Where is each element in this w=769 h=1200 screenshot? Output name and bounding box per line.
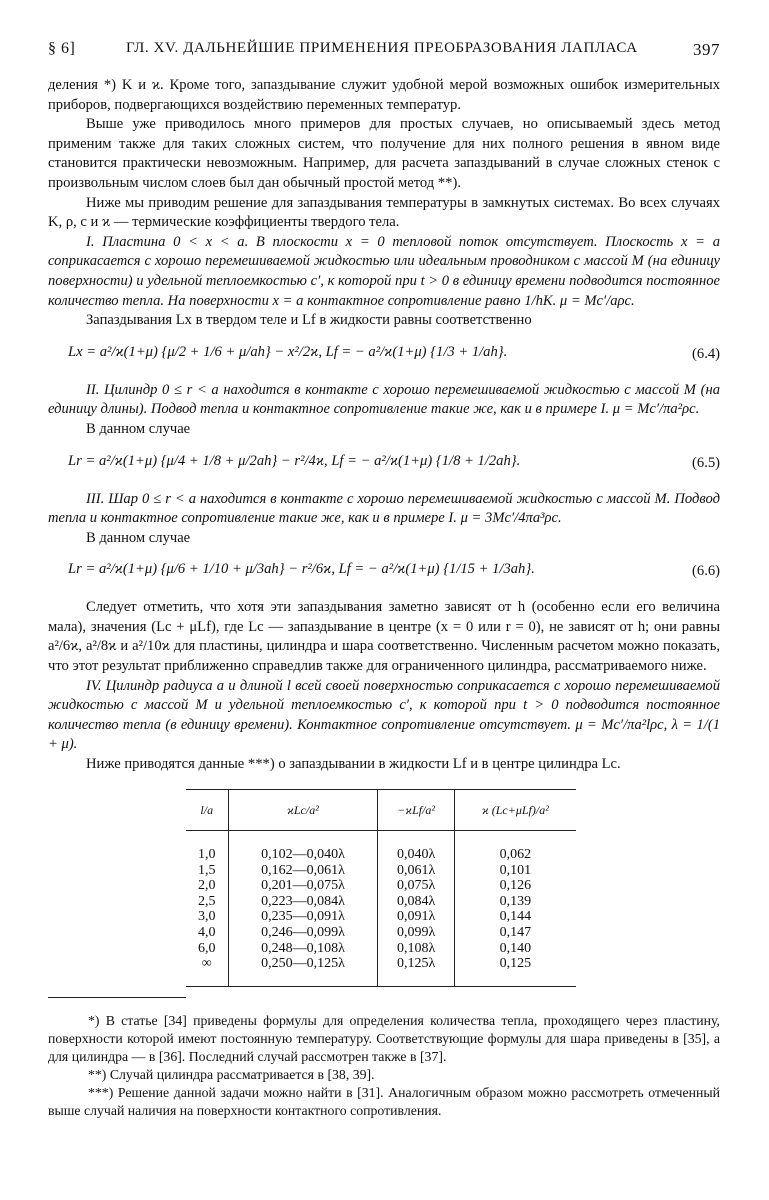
- table-cell: 0,061λ: [378, 863, 454, 879]
- footnote: **) Случай цилиндра рассматривается в [38, 39].: [88, 1067, 375, 1082]
- page-number: 397: [693, 40, 720, 59]
- equation-number: (6.6): [692, 563, 720, 580]
- table-row: [186, 941, 576, 957]
- table-cell: 0,144: [454, 909, 576, 925]
- footnotes: [48, 1012, 720, 1120]
- table-row: [186, 863, 576, 879]
- table-cell: 0,062: [454, 831, 576, 863]
- table-row: [186, 831, 576, 863]
- body-text: [48, 76, 720, 775]
- paragraph: Ниже мы приводим решение для запаздывания температуры в замкнутых системах. Во всех случаях K, ρ, c и ϰ — термические коэффициенты твердого тела.: [48, 194, 720, 231]
- table-cell: 0,246—0,099λ: [228, 925, 378, 941]
- case-cylinder: II. Цилиндр 0 ≤ r < a находится в контакте с хорошо перемешиваемой жидкостью с массой M (на единицу длины). Подвод тепла и контактное сопротивление такие же, как и в примере I. μ = Mc′/πa²ρc.: [48, 381, 720, 418]
- table-cell: 0,250—0,125λ: [228, 956, 378, 986]
- section-ref: § 6]: [48, 40, 76, 57]
- equation-number: (6.4): [692, 345, 720, 362]
- table-cell: 0,099λ: [378, 925, 454, 941]
- paragraph: Ниже приводятся данные ***) о запаздывании в жидкости Lf и в центре цилиндра Lc.: [86, 756, 621, 773]
- table-cell: 0,125λ: [378, 956, 454, 986]
- table-cell: 0,140: [454, 941, 576, 957]
- table-row: [186, 909, 576, 925]
- paragraph: В данном случае: [86, 420, 191, 437]
- table-cell: 0,102—0,040λ: [228, 831, 378, 863]
- formula-6-6: [48, 550, 720, 596]
- table-cell: 0,125: [454, 956, 576, 986]
- table-cell: 1,5: [198, 862, 216, 878]
- table-cell: ∞: [186, 956, 228, 986]
- table-cell: 0,091λ: [378, 909, 454, 925]
- table-header: l/a: [186, 790, 228, 831]
- case-sphere: III. Шар 0 ≤ r < a находится в контакте с хорошо перемешиваемой жидкостью с массой M. Подвод тепла и контактное сопротивление такие же, как и в примере I. μ = 3Mc′/4πa³ρc.: [48, 490, 720, 527]
- running-title: ГЛ. XV. ДАЛЬНЕЙШИЕ ПРИМЕНЕНИЯ ПРЕОБРАЗОВАНИЯ ЛАПЛАСА: [126, 40, 638, 56]
- table-cell: 0,040λ: [378, 831, 454, 863]
- footnote: ***) Решение данной задачи можно найти в [31]. Аналогичным образом можно рассмотреть отмеченный выше случай наличия на поверхности контактного сопротивления.: [48, 1085, 720, 1118]
- footnote: *) В статье [34] приведены формулы для определения количества тепла, проходящего через пластину, поверхности которой имеют постоянную температуру. Соответствующие формулы для шара приведены в [35], а для цилиндра — в [36]. Последний случай рассмотрен также в [37].: [48, 1013, 720, 1064]
- table-cell: 4,0: [198, 924, 216, 940]
- table-row: [186, 956, 576, 986]
- table-cell: 0,162—0,061λ: [228, 863, 378, 879]
- table-header: −ϰLf/a²: [378, 790, 454, 831]
- table-cell: 0,201—0,075λ: [228, 878, 378, 894]
- footnote-rule: [48, 997, 186, 998]
- table-cell: 6,0: [198, 940, 216, 956]
- table-cell: 0,147: [454, 925, 576, 941]
- table-header: ϰLc/a²: [228, 790, 378, 831]
- formula-expression: Lr = a²/ϰ(1+μ) {μ/6 + 1/10 + μ/3ah} − r²/6ϰ, Lf = − a²/ϰ(1+μ) {1/15 + 1/3ah}.: [68, 561, 535, 578]
- table-cell: 0,108λ: [378, 941, 454, 957]
- table-row: [186, 925, 576, 941]
- paragraph: Следует отметить, что хотя эти запаздывания заметно зависят от h (особенно если его величина мала), значения (Lc + μLf), где Lc — запаздывание в центре (x = 0 или r = 0), не зависят от h; они равны a²/6ϰ, a²/8ϰ и a²/10ϰ для пластины, цилиндра и шара соответственно. Численным расчетом можно показать, что этот результат приближенно справедлив также для ограниченного цилиндра, рассматриваемого ниже.: [48, 599, 720, 675]
- table-cell: 0,075λ: [378, 878, 454, 894]
- table-cell: 0,248—0,108λ: [228, 941, 378, 957]
- table-row: [186, 894, 576, 910]
- paragraph: Запаздывания Lx в твердом теле и Lf в жидкости равны соответственно: [86, 312, 532, 329]
- table-cell: 0,101: [454, 863, 576, 879]
- table-cell: 0,126: [454, 878, 576, 894]
- table-row: [186, 878, 576, 894]
- table-cell: 3,0: [198, 909, 216, 925]
- lag-table: [186, 789, 576, 987]
- table-header-row: [186, 790, 576, 831]
- table-header: ϰ (Lc+μLf)/a²: [454, 790, 576, 831]
- formula-expression: Lx = a²/ϰ(1+μ) {μ/2 + 1/6 + μ/ah} − x²/2ϰ, Lf = − a²/ϰ(1+μ) {1/3 + 1/ah}.: [68, 343, 508, 360]
- paragraph: Выше уже приводилось много примеров для простых случаев, но описываемый здесь метод применим также для таких сложных систем, что получение для них полного решения в явном виде становится практически невозможным. Например, для расчета запаздываний в случае сложных стенок с произвольным числом слоев был дан обычный простой метод **).: [48, 116, 720, 191]
- table-cell: 0,223—0,084λ: [228, 894, 378, 910]
- formula-expression: Lr = a²/ϰ(1+μ) {μ/4 + 1/8 + μ/2ah} − r²/4ϰ, Lf = − a²/ϰ(1+μ) {1/8 + 1/2ah}.: [68, 452, 521, 469]
- table-cell: 0,084λ: [378, 894, 454, 910]
- table-cell: 0,235—0,091λ: [228, 909, 378, 925]
- formula-6-4: [48, 333, 720, 379]
- case-finite-cylinder: IV. Цилиндр радиуса a и длиной l всей своей поверхностью соприкасается с хорошо перемешиваемой жидкостью с массой M и удельной теплоемкостью c′, к которой при t > 0 подводится постоянное количество тепла (в единицу времени). Контактное сопротивление отсутствует. μ = Mc′/πa²lρc, λ = 1/(1 + μ).: [48, 677, 720, 753]
- running-header: [48, 40, 720, 66]
- formula-6-5: [48, 442, 720, 488]
- table-cell: 0,139: [454, 894, 576, 910]
- paragraph: деления *) K и ϰ. Кроме того, запаздывание служит удобной мерой возможных ошибок измерительных приборов, подвергающихся воздействию переменных температур.: [48, 77, 720, 113]
- table-cell: 1,0: [198, 847, 216, 862]
- paragraph: В данном случае: [86, 529, 191, 546]
- equation-number: (6.5): [692, 454, 720, 471]
- table-cell: 2,5: [198, 893, 216, 909]
- table-cell: 2,0: [198, 878, 216, 894]
- case-plate: I. Пластина 0 < x < a. В плоскости x = 0 тепловой поток отсутствует. Плоскость x = a соприкасается с хорошо перемешиваемой жидкостью или идеальным проводником с массой M (на единицу поверхности) и удельной теплоемкостью c′, к которой при t > 0 в единицу времени подводится постоянное количество тепла. На поверхности x = a контактное сопротивление равно 1/hK. μ = Mc′/aρc.: [48, 233, 720, 309]
